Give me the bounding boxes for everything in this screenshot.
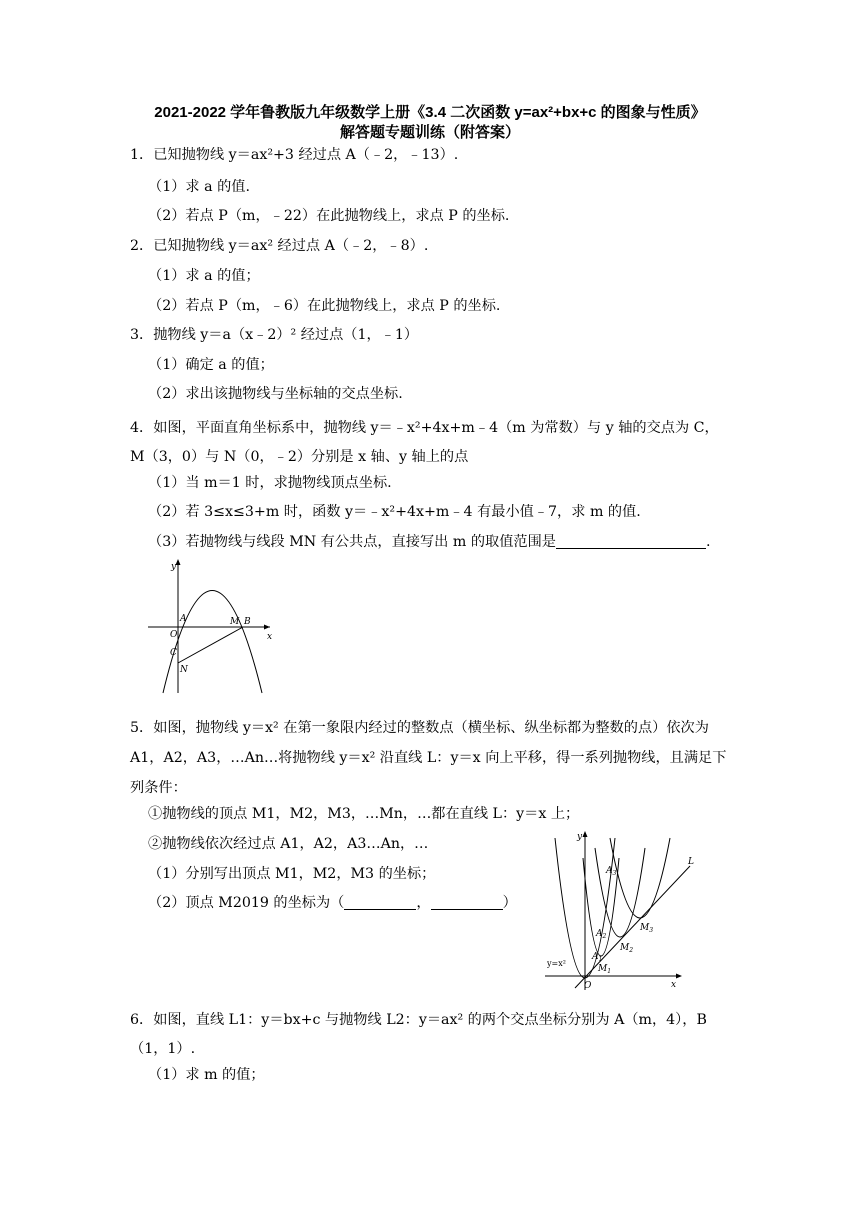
curve-label: y=x² bbox=[547, 959, 566, 968]
problem-4-part-1: （1）当 m＝1 时，求抛物线顶点坐标. bbox=[148, 475, 392, 491]
point-a-label: A bbox=[180, 614, 187, 624]
problem-2-stem: 2．已知抛物线 y＝ax² 经过点 A（﹣2，﹣8）. bbox=[130, 238, 429, 254]
problem-1-part-2: （2）若点 P（m，﹣22）在此抛物线上，求点 P 的坐标. bbox=[148, 208, 510, 224]
problem-4-part-2: （2）若 3≤x≤3+m 时，函数 y＝﹣x²+4x+m﹣4 有最小值﹣7，求 m 的值. bbox=[148, 504, 641, 520]
origin-label: O bbox=[170, 630, 178, 640]
point-m2-label: $M_2$ bbox=[620, 943, 634, 954]
problem-1-part-1: （1）求 a 的值. bbox=[148, 179, 250, 195]
axis-label-y: y bbox=[577, 832, 583, 842]
problem-4-stem: 4．如图，平面直角坐标系中，抛物线 y＝﹣x²+4x+m﹣4（m 为常数）与 y 轴的交点为 C，M（3，0）与 N（0，﹣2）分别是 x 轴、y 轴上的点 bbox=[130, 420, 719, 465]
point-b-label: B bbox=[244, 617, 251, 627]
problem-5-condition-1: ①抛物线的顶点 M1，M2，M3，…Mn，…都在直线 L：y＝x 上； bbox=[148, 806, 580, 822]
problem-2-text: 已知抛物线 y＝ax² 经过点 A（﹣2，﹣8）. bbox=[153, 238, 429, 254]
problem-2-part-1: （1）求 a 的值； bbox=[148, 268, 260, 284]
point-a1-label: $A_1$ bbox=[592, 952, 603, 963]
answer-blank[interactable] bbox=[556, 534, 706, 549]
problem-2-part-2: （2）若点 P（m，﹣6）在此抛物线上，求点 P 的坐标. bbox=[148, 298, 501, 314]
problem-5-text: 如图，抛物线 y＝x² 在第一象限内经过的整数点（横坐标、纵坐标都为整数的点）依次为 A1，A2，A3，…An…将抛物线 y＝x² 沿直线 L：y＝x 向上平移，得一系列抛物线，且满足下列条件： bbox=[130, 720, 727, 796]
answer-blank-x[interactable] bbox=[344, 895, 416, 910]
problem-6-part-1: （1）求 m 的值； bbox=[148, 1067, 265, 1083]
problem-3-stem: 3．抛物线 y＝a（x﹣2）² 经过点（1，﹣1） bbox=[130, 327, 419, 343]
problem-4-part-3: （3）若抛物线与线段 MN 有公共点，直接写出 m 的取值范围是 . bbox=[148, 534, 711, 550]
problem-5-part-2: （2）顶点 M2019 的坐标为（ ， ） bbox=[148, 895, 517, 911]
problem-3-part-1: （1）确定 a 的值； bbox=[148, 357, 274, 373]
title-line-1: 2021-2022 学年鲁教版九年级数学上册《3.4 二次函数 y=ax²+bx+c 的图象与性质》 bbox=[154, 104, 706, 121]
point-m-label: M bbox=[230, 617, 240, 627]
problem-4-text: 如图，平面直角坐标系中，抛物线 y＝﹣x²+4x+m﹣4（m 为常数）与 y 轴的交点为 C，M（3，0）与 N（0，﹣2）分别是 x 轴、y 轴上的点 bbox=[130, 420, 719, 465]
problem-5-condition-2: ②抛物线依次经过点 A1，A2，A3…An，… bbox=[148, 836, 429, 852]
point-c-label: C bbox=[170, 648, 177, 658]
point-m3-label: $M_3$ bbox=[640, 923, 654, 934]
problem-5-figure bbox=[540, 828, 715, 993]
origin-label: O bbox=[584, 981, 592, 991]
axis-label-x: x bbox=[267, 632, 273, 642]
problem-1-text: 已知抛物线 y＝ax²+3 经过点 A（﹣2，﹣13）. bbox=[153, 147, 459, 163]
point-m1-label: $M_1$ bbox=[598, 964, 612, 975]
axis-label-y: y bbox=[171, 562, 177, 572]
title-line-2: 解答题专题训练（附答案） bbox=[339, 124, 520, 141]
problem-6-stem: 6．如图，直线 L1：y＝bx+c 与抛物线 L2：y＝ax² 的两个交点坐标分别为 A（m，4），B（1，1）. bbox=[130, 1012, 707, 1057]
point-n-label: N bbox=[180, 665, 188, 675]
problem-4-figure bbox=[140, 555, 280, 695]
line-l-label: L bbox=[688, 857, 694, 867]
problem-5-part-1: （1）分别写出顶点 M1，M2，M3 的坐标； bbox=[148, 866, 436, 882]
point-a3-label: $A_3$ bbox=[606, 866, 617, 877]
axis-label-x: x bbox=[671, 980, 677, 990]
problem-3-text: 抛物线 y＝a（x﹣2）² 经过点（1，﹣1） bbox=[153, 327, 419, 343]
problem-3-part-2: （2）求出该抛物线与坐标轴的交点坐标. bbox=[148, 386, 403, 402]
problem-1-stem: 1．已知抛物线 y＝ax²+3 经过点 A（﹣2，﹣13）. bbox=[130, 147, 459, 163]
point-a2-label: $A_2$ bbox=[596, 929, 607, 940]
problem-5-stem: 5．如图，抛物线 y＝x² 在第一象限内经过的整数点（横坐标、纵坐标都为整数的点）依次为 A1，A2，A3，…An…将抛物线 y＝x² 沿直线 L：y＝x 向上平移，得一系列抛物线，且满足下列条件： bbox=[130, 720, 727, 796]
document-title bbox=[0, 103, 860, 143]
answer-blank-y[interactable] bbox=[431, 895, 503, 910]
problem-6-text: 如图，直线 L1：y＝bx+c 与抛物线 L2：y＝ax² 的两个交点坐标分别为 A（m，4），B（1，1）. bbox=[130, 1012, 707, 1057]
